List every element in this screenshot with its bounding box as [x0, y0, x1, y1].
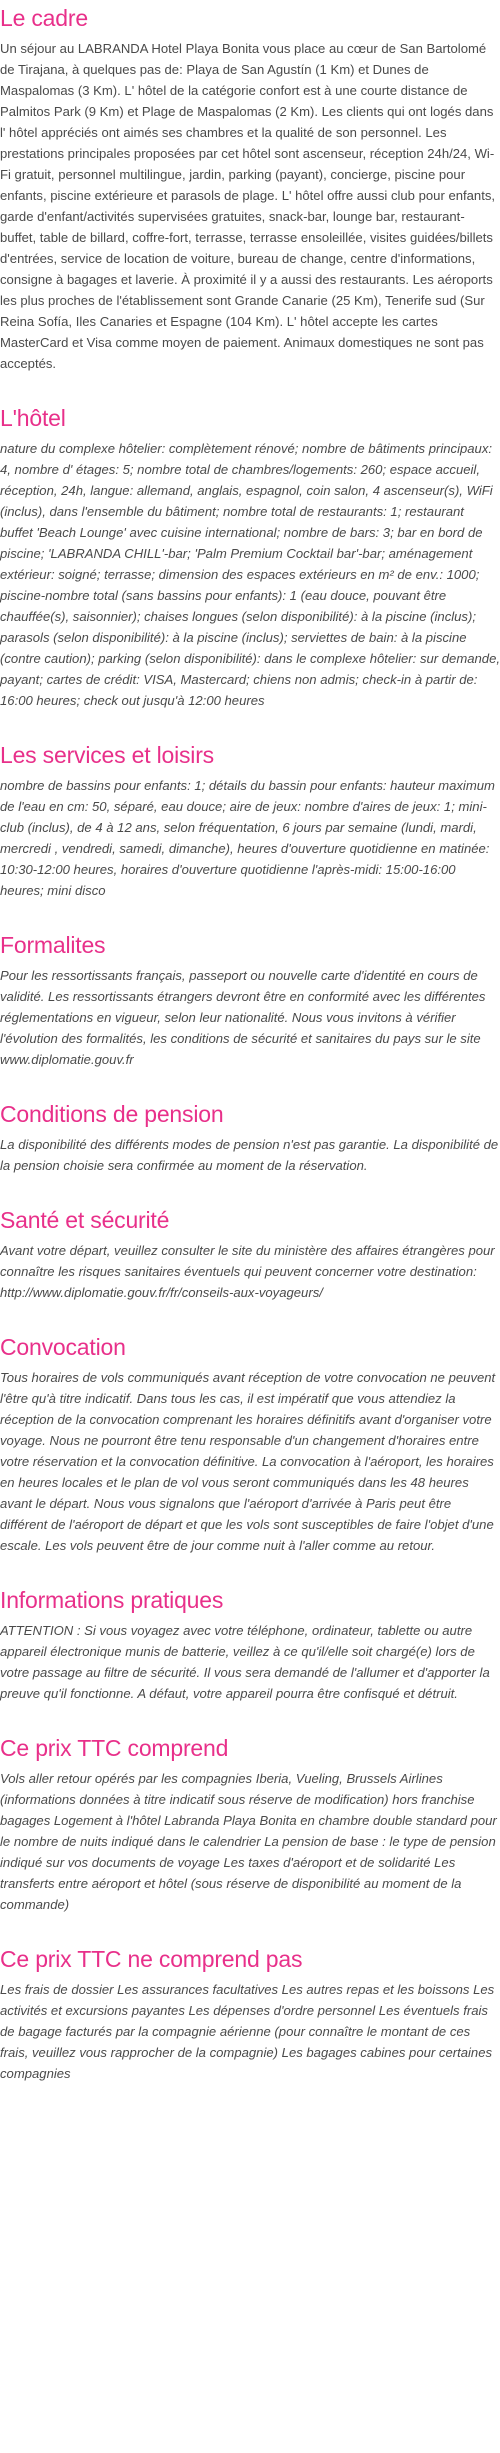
section-body: Tous horaires de vols communiqués avant réception de votre convocation ne peuvent l'être qu'à titre indicatif. Dans tous les cas, il est impératif que vous attendiez la réception de la convocation comprenant les horaires définitifs avant d'organiser votre voyage. Nous ne pourront être tenu responsable d'un changement d'horaires entre votre réservation et la convocation définitive. La convocation à l'aéroport, les horaires en heures locales et le plan de vol vous seront communiqués dans les 48 heures avant le départ. Nous vous signalons que l'aéroport d'arrivée à Paris peut être différent de l'aéroport de départ et que les vols sont susceptibles de faire l'objet d'une escale. Les vols peuvent être de jour comme nuit à l'aller comme au retour.	[0, 1370, 496, 1553]
section-title: Les services et loisirs	[0, 742, 214, 768]
section-convocation	[0, 1329, 500, 1556]
section-l-hotel	[0, 400, 500, 711]
section-le-cadre	[0, 0, 500, 374]
section-body: Avant votre départ, veuillez consulter le site du ministère des affaires étrangères pour connaître les risques sanitaires éventuels qui peuvent concerner votre destination: http://www.diplomatie.gouv.fr/fr/conseils-aux-voyageurs/	[0, 1243, 495, 1300]
section-title: Santé et sécurité	[0, 1207, 170, 1233]
section-sante-securite	[0, 1202, 500, 1303]
section-title: Ce prix TTC ne comprend pas	[0, 1946, 303, 1972]
section-body: Pour les ressortissants français, passeport ou nouvelle carte d'identité en cours de validité. Les ressortissants étrangers devront être en conformité avec les différentes réglementations en vigueur, selon leur nationalité. Nous vous invitons à vérifier l'évolution des formalités, les conditions de sécurité et sanitaires du pays sur le site www.diplomatie.gouv.fr	[0, 968, 486, 1067]
section-title: Ce prix TTC comprend	[0, 1735, 229, 1761]
section-formalites	[0, 927, 500, 1070]
section-body: ATTENTION : Si vous voyagez avec votre téléphone, ordinateur, tablette ou autre appareil électronique munis de batterie, veillez à ce qu'il/elle soit chargé(e) lors de votre passage au filtre de sécurité. Il vous sera demandé de l'allumer et d'apporter la preuve qu'il fonctionne. A défaut, votre appareil pourra être confisqué et détruit.	[0, 1623, 490, 1701]
section-body: Les frais de dossier Les assurances facultatives Les autres repas et les boissons Les activités et excursions payantes Les dépenses d'ordre personnel Les éventuels frais de bagage facturés par la compagnie aérienne (pour connaître le montant de ces frais, veuillez vous rapprocher de la compagnie) Les bagages cabines pour certaines compagnies	[0, 1982, 495, 2081]
section-prix-comprend	[0, 1730, 500, 1915]
section-conditions-pension	[0, 1096, 500, 1176]
section-body: nature du complexe hôtelier: complètement rénové; nombre de bâtiments principaux: 4, nombre d' étages: 5; nombre total de chambres/logements: 260; espace accueil, réception, 24h, langue: allemand, anglais, espagnol, coin salon, 4 ascenseur(s), WiFi (inclus), dans l'ensemble du bâtiment; nombre total de restaurants: 1; restaurant buffet 'Beach Lounge' avec cuisine international; nombre de bars: 3; bar en bord de piscine; 'LABRANDA CHILL'-bar; 'Palm Premium Cocktail bar'-bar; aménagement extérieur: soigné; terrasse; dimension des espaces extérieurs en m² de env.: 1000; piscine-nombre total (sans bassins pour enfants): 1 (eau douce, pouvant être chauffée(s), saisonnier); chaises longues (selon disponibilité): à la piscine (inclus); parasols (selon disponibilité): à la piscine (inclus); serviettes de bain: à la piscine (contre caution); parking (selon disponibilité): dans le complexe hôtelier: sur demande, payant; cartes de crédit: VISA, Mastercard; chiens non admis; check-in à partir de: 16:00 heures; check out jusqu'à 12:00 heures	[0, 441, 500, 708]
section-body: Un séjour au LABRANDA Hotel Playa Bonita vous place au cœur de San Bartolomé de Tirajana, à quelques pas de: Playa de San Agustín (1 Km) et Dunes de Maspalomas (3 Km). L' hôtel de la catégorie confort est à une courte distance de Palmitos Park (9 Km) et Plage de Maspalomas (2 Km). Les clients qui ont logés dans l' hôtel appréciés ont aimés ses chambres et la qualité de son personnel. Les prestations principales proposées par cet hôtel sont ascenseur, réception 24h/24, Wi-Fi gratuit, personnel multilingue, jardin, parking (payant), concierge, piscine pour enfants, piscine extérieure et parasols de plage. L' hôtel offre aussi club pour enfants, garde d'enfant/activités supervisées gratuites, snack-bar, lounge bar, restaurant-buffet, table de billard, coffre-fort, terrasse, terrasse ensoleillée, visites guidées/billets d'entrées, service de location de voiture, bureau de change, centre d'informations, consigne à bagages et laverie. À proximité il y a aussi des restaurants. Les aéroports les plus proches de l'établissement sont Grande Canarie (25 Km), Tenerife sud (Sur Reina Sofía, Iles Canaries et Espagne (104 Km). L' hôtel accepte les cartes MasterCard et Visa comme moyen de paiement. Animaux domestiques ne sont pas acceptés.	[0, 41, 496, 371]
section-title: Conditions de pension	[0, 1101, 224, 1127]
section-title: Le cadre	[0, 5, 88, 31]
section-body: Vols aller retour opérés par les compagnies Iberia, Vueling, Brussels Airlines (informations données à titre indicatif sous réserve de modification) hors franchise bagages Logement à l'hôtel Labranda Playa Bonita en chambre double standard pour le nombre de nuits indiqué dans le calendrier La pension de base : le type de pension indiqué sur vos documents de voyage Les taxes d'aéroport et de solidarité Les transferts entre aéroport et hôtel (sous réserve de disponibilité au moment de la commande)	[0, 1771, 497, 1912]
section-title: Formalites	[0, 932, 106, 958]
section-title: Convocation	[0, 1334, 126, 1360]
section-title: Informations pratiques	[0, 1587, 224, 1613]
section-prix-ne-comprend-pas	[0, 1941, 500, 2084]
section-title: L'hôtel	[0, 405, 66, 431]
section-informations-pratiques	[0, 1582, 500, 1704]
section-services-loisirs	[0, 737, 500, 901]
section-body: nombre de bassins pour enfants: 1; détails du bassin pour enfants: hauteur maximum de l'eau en cm: 50, séparé, eau douce; aire de jeux: nombre d'aires de jeux: 1; mini-club (inclus), de 4 à 12 ans, selon fréquentation, 6 jours par semaine (lundi, mardi, mercredi , vendredi, samedi, dimanche), heures d'ouverture quotidienne en matinée: 10:30-12:00 heures, horaires d'ouverture quotidienne l'après-midi: 15:00-16:00 heures; mini disco	[0, 778, 495, 898]
section-body: La disponibilité des différents modes de pension n'est pas garantie. La disponibilité de la pension choisie sera confirmée au moment de la réservation.	[0, 1137, 499, 1173]
